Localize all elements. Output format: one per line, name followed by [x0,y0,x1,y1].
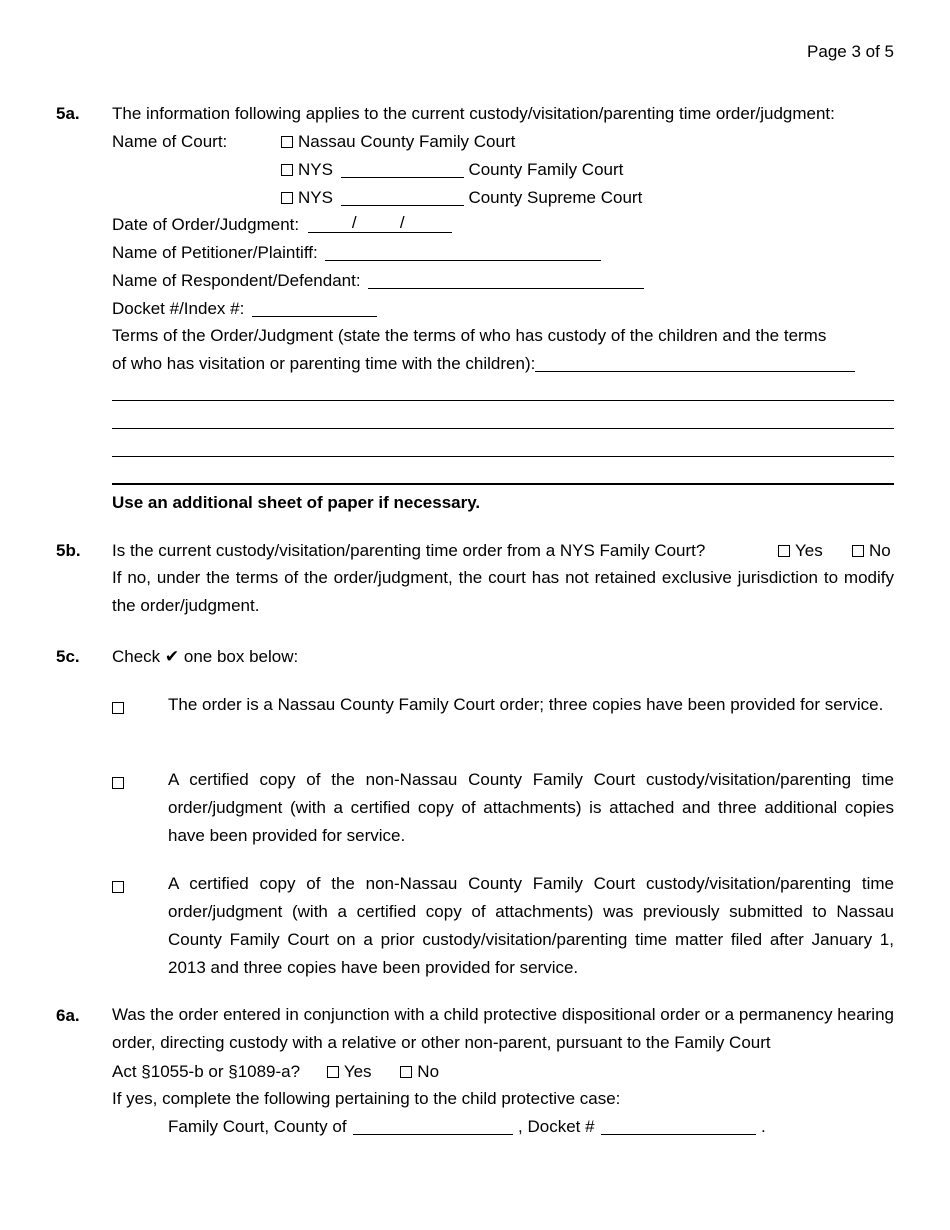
respondent-label: Name of Respondent/Defendant: [112,271,361,290]
court-option-nassau[interactable] [281,132,515,152]
checkbox-nassau-family-court[interactable] [281,136,293,148]
court-name-label: Name of Court: [112,132,228,151]
section-5c-option2: A certified copy of the non-Nassau County Family Court custody/visitation/parenting time order/judgment (with a certified copy of attachments) is attached and three additional copies have been provided for service. [168,770,894,845]
section-5a-intro: The information following applies to the current custody/visitation/parenting time order/judgment: [112,104,835,123]
petitioner-row [112,243,601,263]
terms-line-2 [112,354,855,374]
respondent-field[interactable] [368,272,644,289]
terms-line-field-3[interactable] [112,428,894,429]
terms-field[interactable] [535,355,855,372]
yes-label-5b: Yes [795,541,823,560]
court-option-nys-supreme[interactable] [281,188,642,208]
checkbox-6a-no[interactable] [400,1066,412,1078]
date-of-order-label: Date of Order/Judgment: [112,215,300,234]
court-option-family-suffix: County Family Court [468,160,624,179]
checkbox-nys-supreme-court[interactable] [281,192,293,204]
nys-supreme-county-field[interactable] [341,189,464,206]
court-option-nys-family[interactable] [281,160,623,180]
section-5c-option3: A certified copy of the non-Nassau County Family Court custody/visitation/parenting time order/judgment (with a certified copy of attachments) was previously submitted to Nassau County Family Court on a prior custody/visitation/parenting time matter filed after January 1, 2013 and three copies have been provided for service. [168,874,894,977]
docket-6a-field[interactable] [601,1118,756,1135]
county-of-label: Family Court, County of [168,1117,347,1136]
checkbox-nys-family-court[interactable] [281,164,293,176]
docket-label: Docket #/Index #: [112,299,245,318]
period: . [761,1117,766,1136]
yes-option-5b[interactable] [778,541,823,561]
section-5b-question: Is the current custody/visitation/parenting time order from a NYS Family Court? [112,541,706,560]
section-6a-ifyes: If yes, complete the following pertaining to the child protective case: [112,1089,621,1108]
petitioner-label: Name of Petitioner/Plaintiff: [112,243,318,262]
nys-family-county-field[interactable] [341,161,464,178]
checkbox-5c-option2[interactable] [112,773,129,793]
court-option-supreme-suffix: County Supreme Court [468,188,643,207]
section-6a-act-row [112,1062,439,1082]
date-slash-1: / [351,213,357,232]
respondent-row [112,271,644,291]
section-5c-instruction: Check ✔ one box below: [112,647,299,666]
section-6a-act: Act §1055-b or §1089-a? [112,1062,301,1081]
yes-option-6a[interactable] [327,1062,372,1082]
docket-field[interactable] [252,300,377,317]
nys-label: NYS [298,188,333,207]
checkbox-6a-yes[interactable] [327,1066,339,1078]
date-of-order-row [112,215,452,235]
checkbox-5b-yes[interactable] [778,545,790,557]
page-number: Page 3 of 5 [807,42,894,61]
section-5b-text: If no, under the terms of the order/judgment, the court has not retained exclusive jurisdiction to modify the order/judgment. [112,568,894,615]
docket-row [112,299,377,319]
terms-label: of who has visitation or parenting time with the children): [112,354,536,373]
docket-6a-label: , Docket # [518,1117,595,1136]
county-of-field[interactable] [353,1118,513,1135]
section-5b-number: 5b. [56,541,81,560]
court-option-nassau-label: Nassau County Family Court [298,132,516,151]
terms-line-field-2[interactable] [112,400,894,401]
no-label-6a: No [417,1062,440,1081]
section-5c-number: 5c. [56,647,80,666]
petitioner-field[interactable] [325,244,601,261]
section-5c-option1: The order is a Nassau County Family Court order; three copies have been provided for service. [168,695,884,714]
terms-line-1: Terms of the Order/Judgment (state the terms of who has custody of the children and the terms [112,326,827,345]
additional-sheet-note: Use an additional sheet of paper if necessary. [112,493,481,512]
checkbox-5c-option3[interactable] [112,877,129,897]
checkbox-5c-option1[interactable] [112,698,129,718]
nys-label: NYS [298,160,333,179]
yes-label-6a: Yes [343,1062,372,1081]
terms-line-field-5[interactable] [112,483,894,485]
section-6a-question: Was the order entered in conjunction with a child protective dispositional order or a permanency hearing order, directing custody with a relative or other non-parent, pursuant to the Family Court [112,1005,894,1052]
no-option-6a[interactable] [400,1062,439,1082]
terms-line-field-4[interactable] [112,456,894,457]
no-option-5b[interactable] [852,541,891,561]
date-slash-2: / [399,213,405,232]
section-6a-number: 6a. [56,1006,80,1025]
no-label-5b: No [869,541,891,560]
section-5a-number: 5a. [56,104,80,123]
date-of-order-field[interactable] [308,213,452,233]
checkbox-5b-no[interactable] [852,545,864,557]
section-6a-case-row [168,1117,766,1137]
